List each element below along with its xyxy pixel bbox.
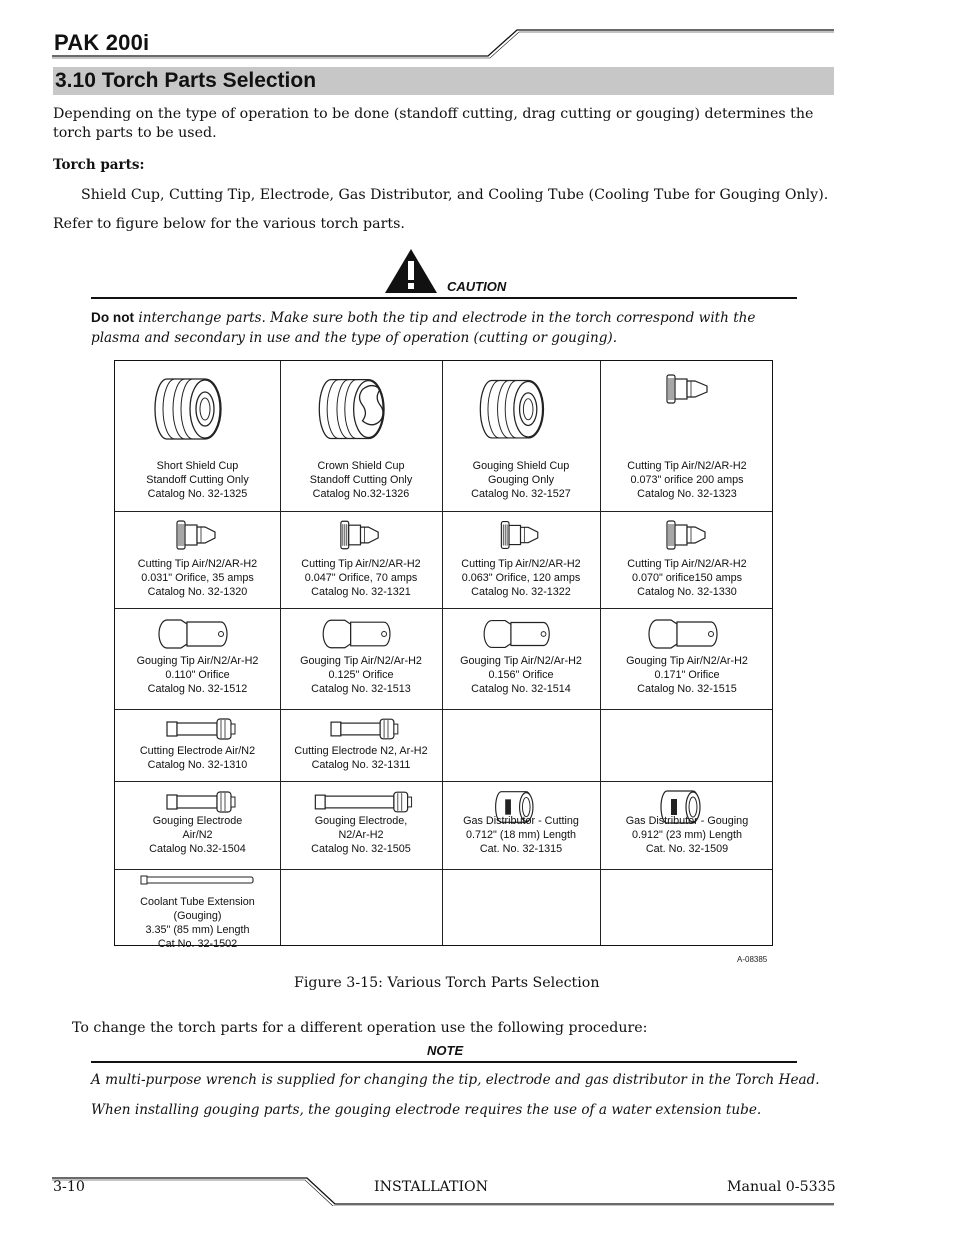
- part-caption: Gouging Tip Air/N2/Ar-H2 0.156" Orifice Catalog No. 32-1514: [460, 655, 582, 695]
- footer-manual: Manual 0-5335: [727, 1179, 836, 1195]
- part-illustration-wrap: [280, 714, 442, 748]
- part-caption: Coolant Tube Extension (Gouging) 3.35" (85 mm) Length Cat No. 32-1502: [140, 896, 255, 950]
- part-illustration-wrap: [600, 614, 774, 658]
- torch-parts-label: Torch parts:: [53, 157, 145, 173]
- part-illustration-wrap: [280, 369, 442, 463]
- part-illustration: [280, 787, 442, 817]
- part-illustration: [115, 873, 280, 889]
- part-caption: Gouging Shield Cup Gouging Only Catalog No. 32-1527: [471, 460, 571, 500]
- part-caption: Cutting Tip Air/N2/AR-H2 0.070" orifice150 amps Catalog No. 32-1330: [627, 558, 747, 598]
- part-caption: Gouging Tip Air/N2/Ar-H2 0.125" Orifice Catalog No. 32-1513: [300, 655, 422, 695]
- empty-cell: [280, 869, 442, 947]
- part-cell: [280, 709, 442, 781]
- part-illustration: [115, 614, 280, 654]
- part-caption: Gouging Tip Air/N2/Ar-H2 0.171" Orifice Catalog No. 32-1515: [626, 655, 748, 695]
- part-cell: [442, 781, 600, 869]
- part-illustration-wrap: [115, 515, 280, 559]
- part-illustration: [442, 515, 600, 555]
- part-illustration: [115, 515, 280, 555]
- part-caption: Cutting Tip Air/N2/AR-H2 0.063" Orifice, 120 amps Catalog No. 32-1322: [461, 558, 581, 598]
- part-illustration: [605, 369, 770, 409]
- caution-text: [91, 308, 803, 348]
- part-cell: [600, 608, 774, 709]
- part-illustration-wrap: [600, 369, 774, 413]
- part-cell: [280, 511, 442, 608]
- torch-parts-list: Shield Cup, Cutting Tip, Electrode, Gas Distributor, and Cooling Tube (Cooling Tube for Gouging Only).: [81, 187, 829, 203]
- part-cell: [115, 608, 280, 709]
- figure-caption: Figure 3-15: Various Torch Parts Selection: [294, 975, 600, 991]
- caution-lead: Do not: [91, 310, 135, 325]
- footer-section: INSTALLATION: [374, 1179, 489, 1195]
- part-caption: Cutting Tip Air/N2/AR-H2 0.073" orifice 200 amps Catalog No. 32-1323: [627, 460, 747, 500]
- part-cell: [600, 361, 774, 511]
- intro-paragraph: Depending on the type of operation to be done (standoff cutting, drag cutting or gouging) determines the torch parts to be used.: [53, 106, 814, 141]
- header-rule: [52, 0, 834, 60]
- part-caption: Gouging Electrode Air/N2 Catalog No.32-1504: [149, 815, 246, 855]
- note-line-2: When installing gouging parts, the gouging electrode requires the use of a water extension tube.: [91, 1102, 762, 1118]
- part-caption: Gas Distributor - Cutting 0.712" (18 mm) Length Cat. No. 32-1315: [463, 815, 579, 855]
- caution-rule: [91, 297, 797, 299]
- part-illustration-wrap: [442, 369, 600, 463]
- part-caption: Cutting Electrode Air/N2 Catalog No. 32-1310: [139, 745, 256, 771]
- part-cell: [280, 361, 442, 511]
- part-illustration-wrap: [115, 614, 280, 658]
- part-illustration-wrap: [600, 515, 774, 559]
- part-illustration-wrap: [280, 614, 442, 658]
- part-cell: [600, 781, 774, 869]
- part-caption: Cutting Tip Air/N2/AR-H2 0.031" Orifice, 35 amps Catalog No. 32-1320: [137, 558, 258, 598]
- procedure-intro: To change the torch parts for a different operation use the following procedure:: [72, 1020, 648, 1036]
- caution-label: CAUTION: [447, 279, 507, 294]
- empty-cell: [442, 869, 600, 947]
- note-rule: [91, 1061, 797, 1063]
- footer-page-number: 3-10: [53, 1179, 85, 1195]
- part-illustration: [605, 515, 770, 555]
- part-illustration: [115, 369, 280, 459]
- part-caption: Cutting Tip Air/N2/AR-H2 0.047" Orifice, 70 amps Catalog No. 32-1321: [301, 558, 421, 598]
- part-illustration-wrap: [442, 515, 600, 559]
- part-cell: [115, 709, 280, 781]
- part-caption: Gas Distributor - Gouging 0.912" (23 mm) Length Cat. No. 32-1509: [625, 815, 749, 855]
- part-caption: Gouging Tip Air/N2/Ar-H2 0.110" Orifice Catalog No. 32-1512: [136, 655, 259, 695]
- part-cell: [280, 781, 442, 869]
- part-caption: Crown Shield Cup Standoff Cutting Only Catalog No.32-1326: [309, 460, 413, 500]
- part-illustration: [280, 515, 442, 555]
- art-id: A-08385: [737, 955, 768, 964]
- part-illustration: [280, 369, 442, 459]
- part-illustration: [442, 369, 600, 459]
- part-illustration-wrap: [115, 369, 280, 463]
- part-illustration: [280, 614, 442, 654]
- empty-cell: [600, 709, 774, 781]
- part-cell: [442, 361, 600, 511]
- warning-triangle-icon: [383, 247, 439, 295]
- part-illustration: [442, 614, 600, 654]
- part-cell: [115, 869, 280, 950]
- refer-text: Refer to figure below for the various torch parts.: [53, 216, 405, 232]
- part-caption: Short Shield Cup Standoff Cutting Only Catalog No. 32-1325: [146, 460, 249, 500]
- part-cell: [115, 511, 280, 608]
- part-illustration: [280, 714, 442, 744]
- part-cell: [280, 608, 442, 709]
- part-caption: Gouging Electrode, N2/Ar-H2 Catalog No. 32-1505: [311, 815, 411, 855]
- part-illustration-wrap: [442, 614, 600, 658]
- part-illustration: [115, 787, 280, 817]
- part-cell: [115, 361, 280, 511]
- part-illustration: [115, 714, 280, 744]
- part-illustration-wrap: [280, 515, 442, 559]
- empty-cell: [600, 869, 774, 947]
- part-cell: [442, 511, 600, 608]
- note-line-1: A multi-purpose wrench is supplied for changing the tip, electrode and gas distributor in the Torch Head.: [91, 1072, 820, 1088]
- part-cell: [600, 511, 774, 608]
- caution-body: interchange parts. Make sure both the tip and electrode in the torch correspond with the plasma and secondary in use and the type of operation (cutting or gouging).: [91, 310, 756, 346]
- brand-title: PAK 200i: [54, 30, 150, 55]
- part-illustration: [605, 614, 770, 654]
- note-label: NOTE: [427, 1043, 464, 1058]
- empty-cell: [442, 709, 600, 781]
- part-illustration-wrap: [115, 714, 280, 748]
- section-title: 3.10 Torch Parts Selection: [55, 69, 317, 92]
- part-cell: [115, 781, 280, 869]
- torch-parts-table: [114, 360, 773, 950]
- part-illustration-wrap: [115, 873, 280, 893]
- part-cell: [442, 608, 600, 709]
- part-caption: Cutting Electrode N2, Ar-H2 Catalog No. 32-1311: [294, 745, 428, 771]
